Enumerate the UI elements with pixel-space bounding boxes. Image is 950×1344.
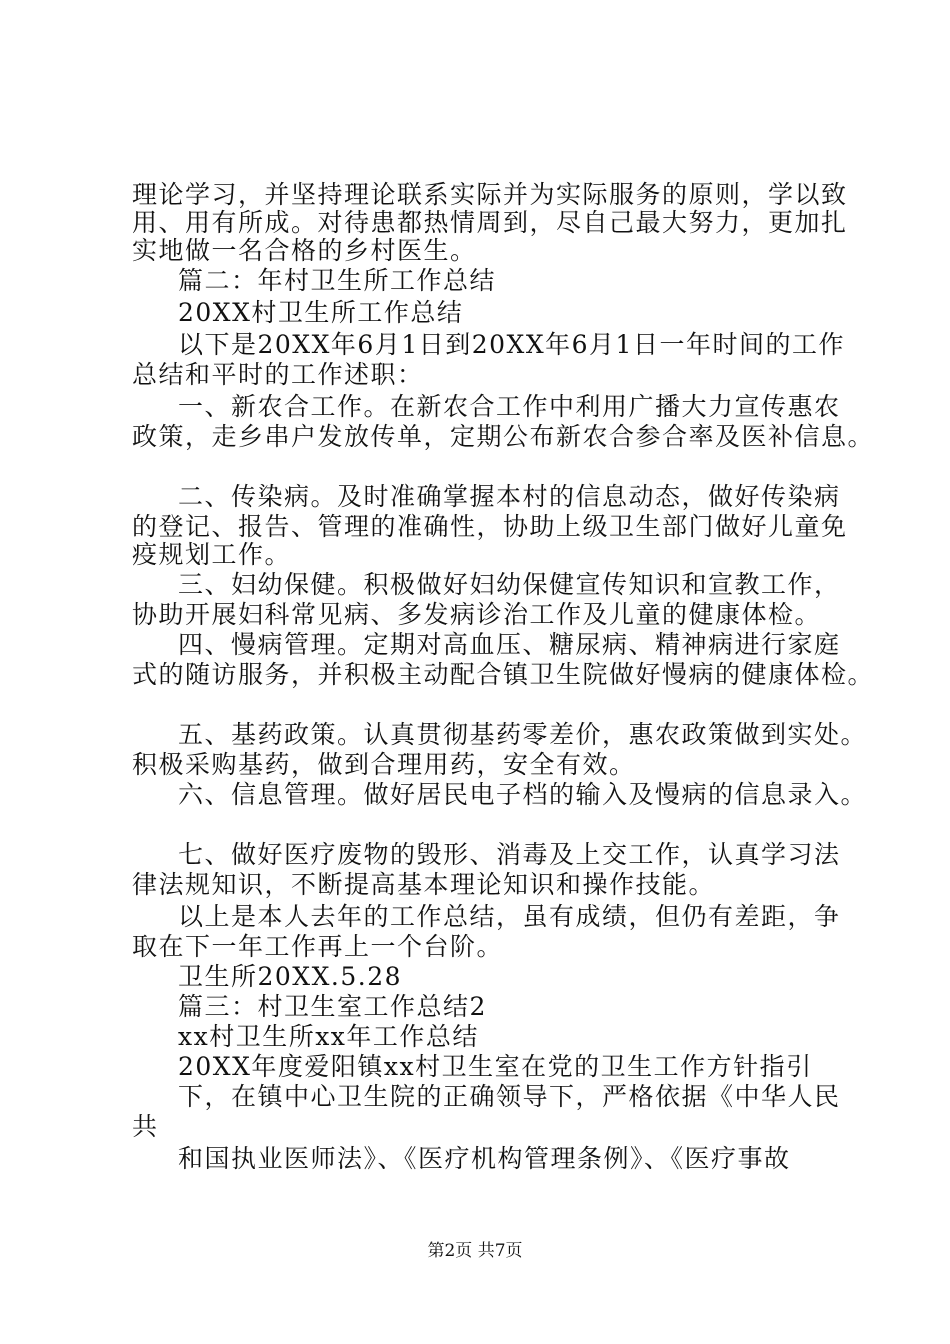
text-line: 律法规知识，不断提高基本理论知识和操作技能。 [132,870,716,899]
text-line: 二、传染病。及时准确掌握本村的信息动态，做好传染病 [178,482,841,511]
page-number: 第2页 共7页 [427,1241,523,1261]
text-line: 总结和平时的工作述职： [132,360,424,389]
text-line: 实地做一名合格的乡村医生。 [132,236,477,265]
text-line: 用、用有所成。对待患都热情周到，尽自己最大努力，更加扎 [132,208,848,237]
text-line: 取在下一年工作再上一个台阶。 [132,932,504,961]
section-heading: 篇二：年村卫生所工作总结 [178,266,497,295]
section-title: xx村卫生所xx年工作总结 [178,1022,479,1051]
text-line: 疫规划工作。 [132,540,292,569]
text-line: 五、基药政策。认真贯彻基药零差价，惠农政策做到实处。 [178,720,868,749]
text-line: 的登记、报告、管理的准确性，协助上级卫生部门做好儿童免 [132,512,848,541]
text-line: 积极采购基药，做到合理用药，安全有效。 [132,750,636,779]
text-line: 共 [132,1112,159,1141]
text-line: 六、信息管理。做好居民电子档的输入及慢病的信息录入。 [178,780,868,809]
text-line: 和国执业医师法》、《医疗机构管理条例》、《医疗事故 [178,1144,791,1173]
text-line: 下，在镇中心卫生院的正确领导下，严格依据《中华人民 [178,1082,841,1111]
text-line: 协助开展妇科常见病、多发病诊治工作及儿童的健康体检。 [132,600,822,629]
text-line: 以下是20XX年6月1日到20XX年6月1日一年时间的工作 [178,330,845,359]
section-title: 20XX村卫生所工作总结 [178,298,464,327]
text-line: 七、做好医疗废物的毁形、消毒及上交工作，认真学习法 [178,840,841,869]
signature-line: 卫生所20XX.5.28 [178,962,403,991]
text-line: 式的随访服务，并积极主动配合镇卫生院做好慢病的健康体检。 [132,660,875,689]
text-line: 一、新农合工作。在新农合工作中利用广播大力宣传惠农 [178,392,841,421]
text-line: 以上是本人去年的工作总结，虽有成绩，但仍有差距，争 [178,902,841,931]
text-line: 20XX年度爱阳镇xx村卫生室在党的卫生工作方针指引 [178,1052,813,1081]
text-line: 三、妇幼保健。积极做好妇幼保健宣传知识和宣教工作， [178,570,841,599]
text-line: 四、慢病管理。定期对高血压、糖尿病、精神病进行家庭 [178,630,841,659]
text-line: 政策，走乡串户发放传单，定期公布新农合参合率及医补信息。 [132,422,875,451]
text-line: 理论学习，并坚持理论联系实际并为实际服务的原则，学以致 [132,180,848,209]
section-heading: 篇三：村卫生室工作总结2 [178,992,487,1021]
